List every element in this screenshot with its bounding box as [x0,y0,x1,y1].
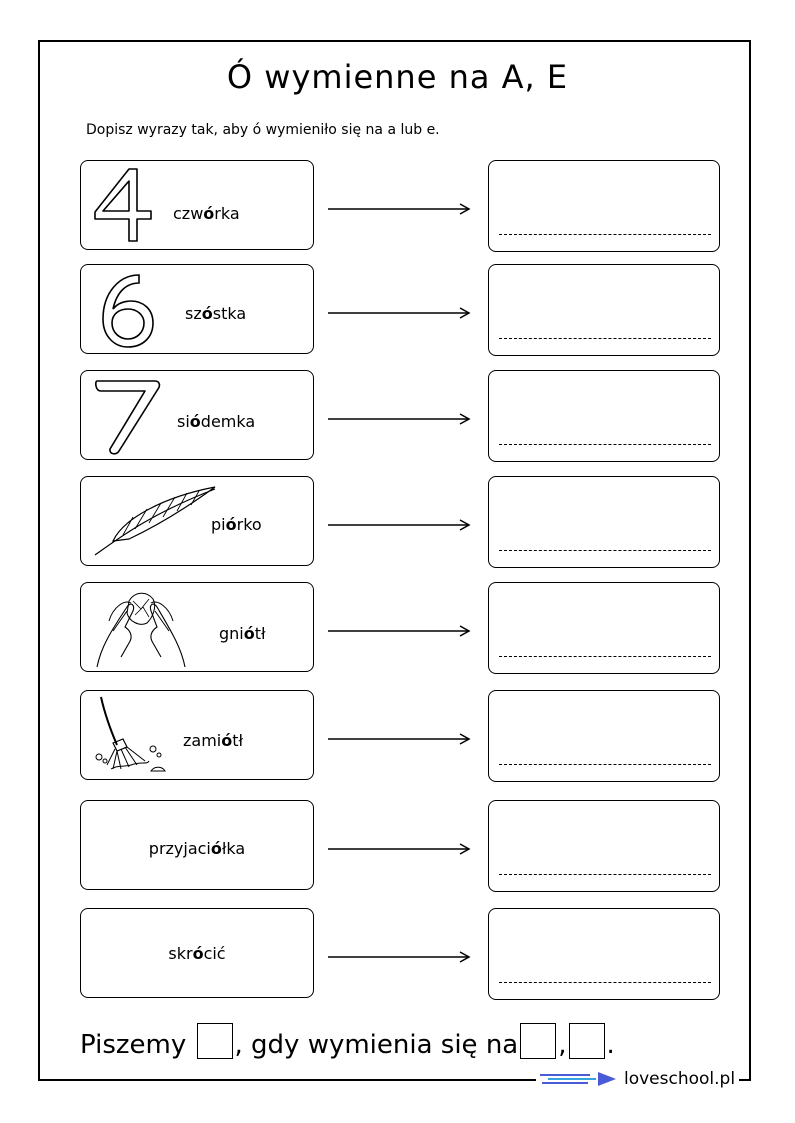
letter-box[interactable] [197,1023,233,1059]
answer-line[interactable] [499,444,711,445]
answer-line[interactable] [499,656,711,657]
brand-name: loveschool.pl [624,1069,736,1089]
exercise-row [0,690,795,782]
page-title: Ó wymienne na A, E [226,58,569,96]
arrow-right-icon [328,307,472,319]
arrow-right-icon [328,625,472,637]
answer-line[interactable] [499,982,711,983]
crumpling-hands-icon [91,587,191,669]
answer-box[interactable] [488,264,720,356]
word-card [80,264,314,354]
arrow-right-icon [328,413,472,425]
exercise-row [0,582,795,674]
answer-line[interactable] [499,874,711,875]
exercise-row [0,800,795,892]
arrow-right-icon [328,951,472,963]
word-label: siódemka [177,412,256,431]
word-card [80,370,314,460]
answer-box[interactable] [488,908,720,1000]
word-label: skrócić [168,944,226,963]
speed-arrow-icon [540,1071,620,1087]
exercise-row [0,476,795,568]
brand-logo [536,1068,739,1090]
digit-4-icon [89,165,159,245]
feather-icon [93,483,219,557]
answer-box[interactable] [488,160,720,252]
footer-text: Piszemy [80,1030,187,1060]
word-card [80,476,314,566]
word-label: przyjaciółka [148,839,246,858]
arrow-right-icon [328,843,472,855]
answer-line[interactable] [499,550,711,551]
exercise-row [0,908,795,1000]
word-label: czwórka [173,204,240,223]
answer-line[interactable] [499,338,711,339]
word-card [80,800,314,890]
exercise-row [0,264,795,356]
word-card [80,582,314,672]
word-label: zamiótł [183,731,244,750]
footer-text: , [558,1030,567,1060]
arrow-right-icon [328,203,472,215]
letter-box[interactable] [569,1023,605,1059]
word-label: szóstka [185,304,247,323]
broom-icon [91,695,171,777]
word-label: piórko [211,515,262,534]
instruction: Dopisz wyrazy tak, aby ó wymieniło się na a lub e. [86,122,440,138]
answer-box[interactable] [488,582,720,674]
word-card [80,908,314,998]
exercise-row [0,160,795,252]
summary-sentence [80,1023,615,1060]
answer-box[interactable] [488,800,720,892]
frame-bottom-line [38,1079,538,1081]
footer-text: . [606,1030,615,1060]
word-label: gniótł [219,624,266,643]
answer-box[interactable] [488,690,720,782]
digit-7-icon [93,377,163,457]
arrow-right-icon [328,519,472,531]
answer-box[interactable] [488,370,720,462]
answer-box[interactable] [488,476,720,568]
arrow-right-icon [328,733,472,745]
footer-text: , gdy wymienia się na [234,1030,519,1060]
answer-line[interactable] [499,764,711,765]
digit-6-icon [95,271,161,351]
letter-box[interactable] [520,1023,556,1059]
exercise-row [0,370,795,462]
answer-line[interactable] [499,234,711,235]
word-card [80,160,314,250]
word-card [80,690,314,780]
